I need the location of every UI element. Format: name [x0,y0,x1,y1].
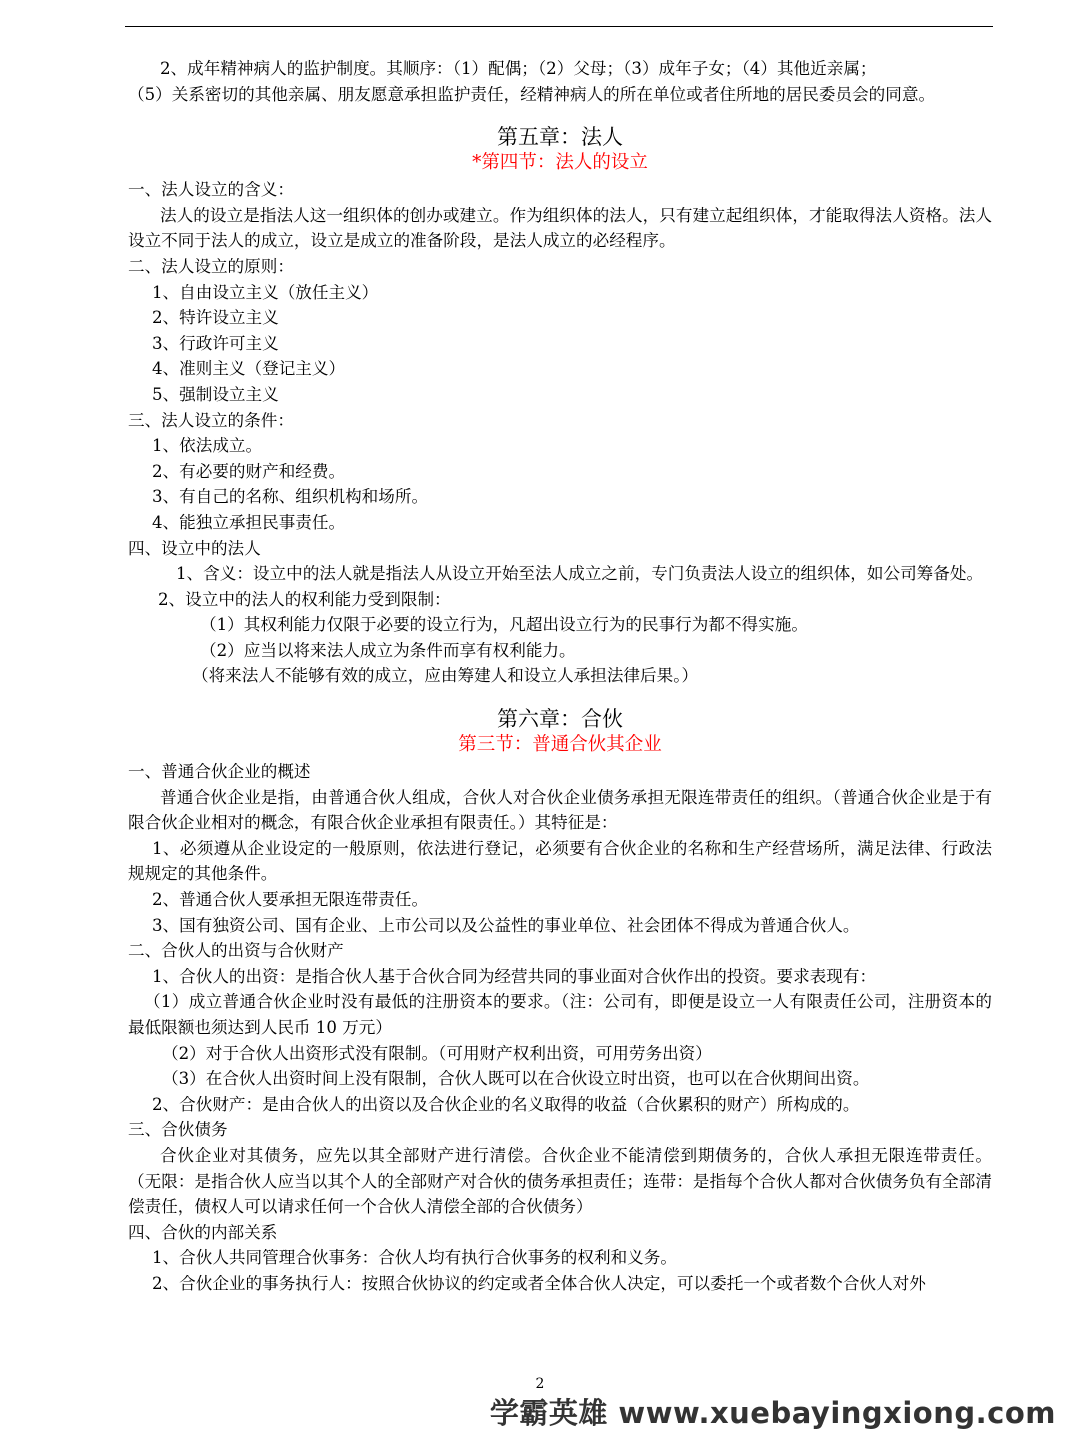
paragraph-capacity-item-2: （2）应当以将来法人成立为条件而享有权利能力。 [200,640,576,660]
paragraph-affairs-executor: 2、合伙企业的事务执行人：按照合伙协议的约定或者全体合伙人决定，可以委托一个或者数个合伙人对外 [152,1273,926,1293]
heading-internal-relations: 四、合伙的内部关系 [128,1222,278,1242]
paragraph-feature-1: 1、必须遵从企业设定的一般原则，依法进行登记，必须要有合伙企业的名称和生产经营场所，满足法律、行政法规规定的其他条件。 [128,838,992,884]
paragraph-joint-management: 1、合伙人共同管理合伙事务：合伙人均有执行合伙事务的权利和义务。 [152,1248,677,1268]
heading-legal-person-in-formation: 四、设立中的法人 [128,538,261,558]
paragraph-capacity-restricted: 2、设立中的法人的权利能力受到限制： [158,589,451,609]
heading-partnership-debt: 三、合伙债务 [128,1120,228,1140]
list-item-condition: 3、有自己的名称、组织机构和场所。 [152,487,429,507]
paragraph-capacity-note: （将来法人不能够有效的成立，应由筹建人和设立人承担法律后果。） [192,666,699,686]
list-item-condition: 4、能独立承担民事责任。 [152,512,346,532]
site-watermark: 学霸英雄 www.xuebayingxiong.com [489,1396,1056,1430]
list-item-principle: 3、行政许可主义 [152,333,279,353]
list-item-principle: 4、准则主义（登记主义） [152,359,346,379]
paragraph-contribution-item-3: （3）在合伙人出资时间上没有限制，合伙人既可以在合伙设立时出资，也可以在合伙期间出资。 [162,1069,870,1089]
list-item-principle: 2、特许设立主义 [152,308,279,328]
list-item-principle: 1、自由设立主义（放任主义） [152,282,379,302]
list-item-condition: 2、有必要的财产和经费。 [152,461,346,481]
paragraph-formation-meaning: 1、含义：设立中的法人就是指法人从设立开始至法人成立之前，专门负责法人设立的组织体，如公司筹备处。 [176,564,984,584]
paragraph-feature-3: 3、国有独资公司、国有企业、上市公司以及公益性的事业单位、社会团体不得成为普通合伙人。 [152,915,860,935]
heading-partnership-overview: 一、普通合伙企业的概述 [128,762,311,782]
list-item-principle: 5、强制设立主义 [152,384,279,404]
document-body [128,56,992,1297]
heading-contribution-property: 二、合伙人的出资与合伙财产 [128,941,344,961]
page-number: 2 [535,1376,545,1392]
heading-establishment-principles: 二、法人设立的原则： [128,256,294,276]
heading-establishment-meaning: 一、法人设立的含义： [128,180,294,200]
paragraph-contribution-item-1: （1）成立普通合伙企业时没有最低的注册资本的要求。（注：公司有，即便是设立一人有限责任公司，注册资本的最低限额也须达到人民币 10 万元） [128,992,992,1037]
paragraph-partnership-definition: 普通合伙企业是指，由普通合伙人组成，合伙人对合伙企业债务承担无限连带责任的组织。（普通合伙企业是于有限合伙企业相对的概念，有限合伙企业承担有限责任。）其特征是： [128,787,992,833]
paragraph-partnership-property: 2、合伙财产：是由合伙人的出资以及合伙企业的名义取得的收益（合伙累积的财产）所构成的。 [152,1094,860,1114]
chapter-6-title: 第六章：合伙 [497,707,623,732]
paragraph-contribution-item-2: （2）对于合伙人出资形式没有限制。（可用财产权利出资，可用劳务出资） [162,1043,712,1063]
paragraph-feature-2: 2、普通合伙人要承担无限连带责任。 [152,890,429,910]
chapter-5-title: 第五章：法人 [497,125,623,150]
paragraph-capacity-item-1: （1）其权利能力仅限于必要的设立行为，凡超出设立行为的民事行为都不得实施。 [200,615,808,635]
paragraph-partnership-debt: 合伙企业对其债务，应先以其全部财产进行清偿。合伙企业不能清偿到期债务的，合伙人承担无限连带责任。 （无限：是指合伙人应当以其个人的全部财产对合伙的债务承担责任；连带：是指每个合伙人都对合伙债务负有全部清偿责任，债权人可以请求任何一个合伙人清偿全部的合伙债务） [128,1145,992,1217]
paragraph-establishment-meaning: 法人的设立是指法人这一组织体的创办或建立。作为组织体的法人，只有建立起组织体，才能取得法人资格。法人设立不同于法人的成立，设立是成立的准备阶段，是法人成立的必经程序。 [128,205,992,251]
guardian-order-continuation: （5）关系密切的其他亲属、朋友愿意承担监护责任，经精神病人的所在单位或者住所地的居民委员会的同意。 [128,84,936,104]
guardian-order-line: 2、成年精神病人的监护制度。其顺序：（1）配偶；（2）父母；（3）成年子女；（4）其他近亲属； [160,59,877,78]
list-item-condition: 1、依法成立。 [152,436,263,456]
heading-establishment-conditions: 三、法人设立的条件： [128,410,294,430]
paragraph-contribution: 1、合伙人的出资：是指合伙人基于合伙合同为经营共同的事业面对合伙作出的投资。要求表现有： [152,966,877,986]
chapter-6-section-title: 第三节：普通合伙其企业 [458,734,662,756]
header-rule [125,26,993,27]
chapter-5-section-title: *第四节：法人的设立 [472,152,648,174]
